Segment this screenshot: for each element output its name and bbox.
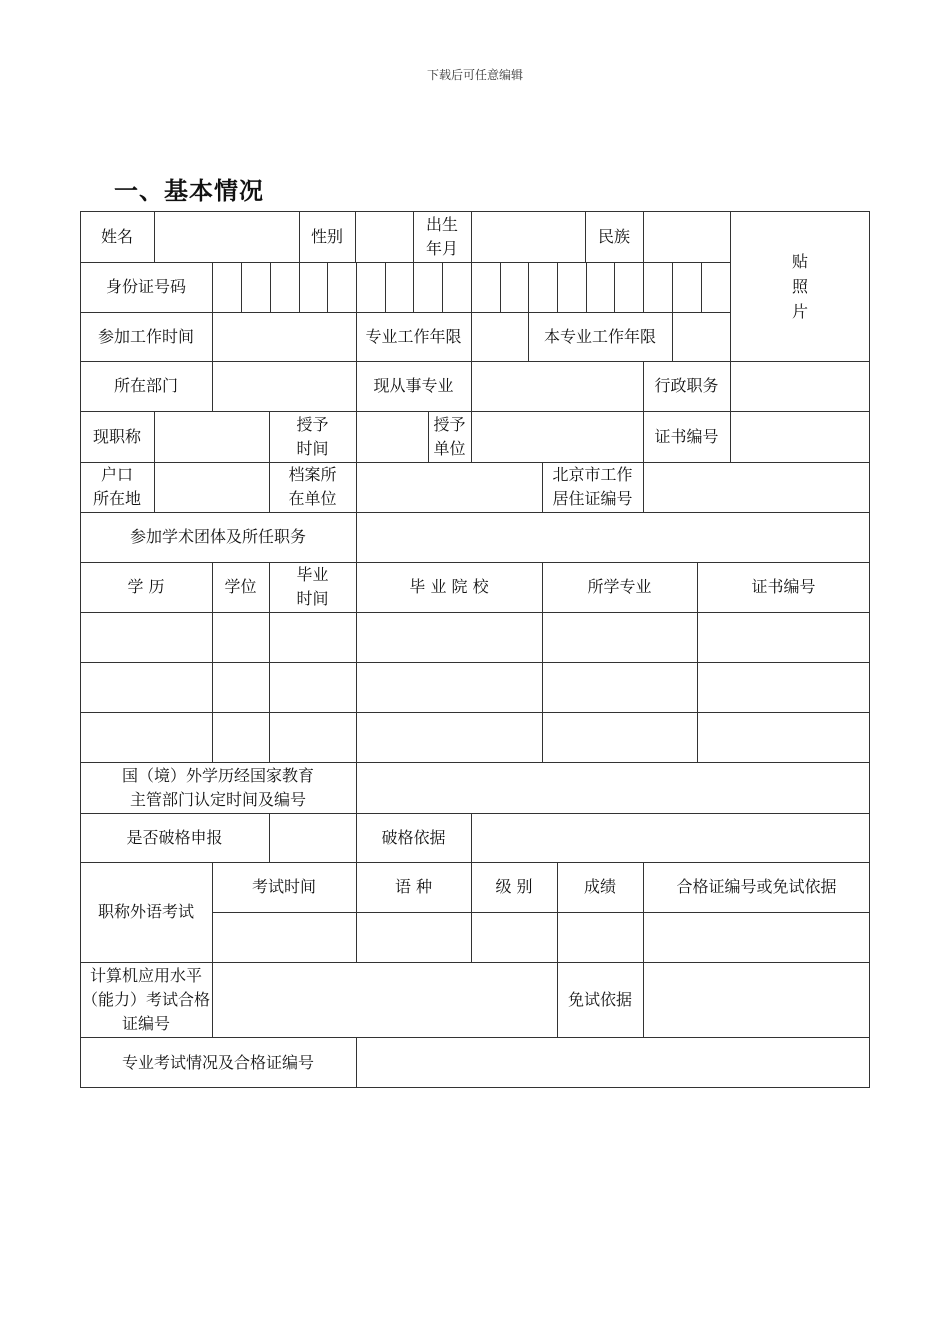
id-digit-divider (614, 262, 615, 312)
label-hukou: 户口 所在地 (92, 465, 141, 508)
basic-info-form (80, 211, 870, 1088)
id-digit-divider (500, 262, 501, 312)
label-id-number: 身份证号码 (105, 277, 186, 296)
header-edu-bachelor: 学位 (224, 577, 257, 596)
row-divider (80, 712, 870, 713)
col-divider (356, 512, 357, 562)
id-digit-divider (442, 262, 443, 312)
header-exam-cert: 合格证编号或免试依据 (676, 877, 837, 896)
label-work-start: 参加工作时间 (97, 326, 194, 346)
col-divider (356, 462, 357, 512)
col-divider (672, 312, 673, 361)
label-admin-position: 行政职务 (654, 376, 719, 395)
col-divider (356, 411, 357, 462)
id-digit-divider (413, 262, 414, 312)
header-exam-time: 考试时间 (251, 877, 316, 896)
label-birth: 出生 年月 (425, 214, 458, 258)
row-divider (80, 462, 870, 463)
header-edu-degree: 学 历 (127, 577, 165, 596)
photo-slot: 贴 照 片 (791, 251, 808, 321)
row-divider (80, 612, 870, 613)
col-divider (355, 211, 356, 262)
label-pro-years: 专业工作年限 (365, 326, 462, 346)
id-digit-divider (701, 262, 702, 312)
label-beijing-permit: 北京市工作 居住证编号 (552, 465, 633, 508)
label-ethnicity: 民族 (597, 226, 630, 246)
col-divider (269, 813, 270, 862)
label-name: 姓名 (100, 226, 133, 246)
label-gender: 性别 (310, 226, 343, 246)
col-divider (212, 962, 213, 1037)
id-digit-divider (212, 262, 213, 312)
col-divider (643, 962, 644, 1037)
header-language: 语 种 (394, 877, 433, 896)
id-digit-divider (471, 262, 472, 312)
label-exceptional: 是否破格申报 (126, 827, 223, 847)
label-grant-time: 授予 时间 (296, 414, 329, 458)
col-divider (643, 462, 644, 512)
label-current-specialty: 现从事专业 (373, 376, 454, 395)
label-department: 所在部门 (113, 376, 178, 395)
col-divider (154, 211, 155, 262)
col-divider (356, 1037, 357, 1088)
id-digit-divider (241, 262, 242, 312)
header-score: 成绩 (583, 877, 616, 896)
col-divider (471, 813, 472, 862)
col-divider (154, 411, 155, 462)
col-divider (356, 762, 357, 813)
label-this-pro-years: 本专业工作年限 (543, 326, 656, 346)
id-digit-divider (672, 262, 673, 312)
label-foreign-cert: 国（境）外学历经国家教育 主管部门认定时间及编号 (121, 765, 314, 809)
label-academic-groups: 参加学术团体及所任职务 (129, 527, 306, 546)
header-edu-major: 所学专业 (587, 577, 652, 596)
label-certificate-no: 证书编号 (654, 426, 719, 446)
col-divider (643, 211, 644, 262)
header-level: 级 别 (495, 877, 533, 896)
header-edu-cert: 证书编号 (751, 577, 816, 596)
row-divider (212, 912, 870, 913)
header-edu-grad-time: 毕业 时间 (296, 565, 329, 608)
section-title: 一、基本情况 (114, 177, 264, 205)
id-digit-divider (385, 262, 386, 312)
col-divider (212, 312, 213, 361)
header-note: 下载后可任意编辑 (426, 68, 523, 82)
col-divider (471, 411, 472, 462)
id-digit-divider (586, 262, 587, 312)
id-digit-divider (356, 262, 357, 312)
id-digit-divider (327, 262, 328, 312)
label-current-title: 现职称 (92, 426, 141, 446)
label-archive-unit: 档案所 在单位 (288, 465, 337, 508)
id-digit-divider (643, 262, 644, 312)
id-digit-divider (299, 262, 300, 312)
label-exceptional-basis: 破格依据 (381, 827, 446, 847)
id-digit-divider (528, 262, 529, 312)
label-pro-exam: 专业考试情况及合格证编号 (121, 1052, 314, 1072)
id-digit-divider (270, 262, 271, 312)
col-divider (212, 361, 213, 411)
label-foreign-exam: 职称外语考试 (97, 902, 194, 921)
row-divider (80, 411, 870, 412)
col-divider (471, 211, 472, 262)
row-divider (80, 662, 870, 663)
col-divider (154, 462, 155, 512)
id-digit-divider (557, 262, 558, 312)
label-exempt-basis: 免试依据 (567, 989, 632, 1009)
label-computer-cert: 计算机应用水平 （能力）考试合格 证编号 (81, 965, 210, 1033)
header-edu-school: 毕 业 院 校 (409, 577, 489, 596)
col-divider (471, 361, 472, 411)
col-divider (471, 312, 472, 361)
label-grant-unit: 授予 单位 (433, 414, 466, 458)
